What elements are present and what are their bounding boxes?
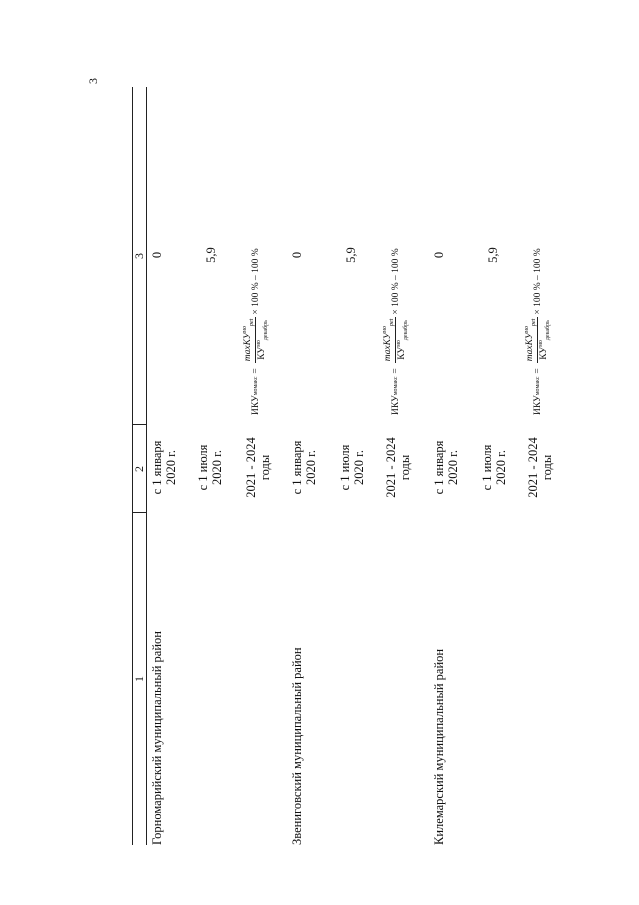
page-number: 3: [86, 78, 100, 84]
value-cell: 0: [432, 251, 446, 259]
value-cell: 5,9: [344, 247, 358, 263]
value-cell: 5,9: [486, 247, 500, 263]
period-cell: с 1 июля 2020 г.: [338, 444, 366, 491]
formula-fraction: maxКУ$^{мо}_{реt}$ $КУ^{мо}_{декабрь}$: [382, 318, 410, 362]
period-cell: с 1 января 2020 г.: [290, 440, 318, 495]
value-cell: 5,9: [204, 247, 218, 263]
header-col-1: 1: [132, 676, 146, 682]
formula-fraction: maxКУ$^{мо}_{реt}$ $КУ^{мо}_{декабрь}$: [242, 318, 270, 362]
period-cell: с 1 января 2020 г.: [432, 440, 460, 495]
formula: ИКУ мо макс = maxКУ$^{мо}_{реt}$ $КУ^{мо}_{декабрь}$ × 100 % – 100 %: [524, 248, 552, 415]
period-cell: с 1 июля 2020 г.: [480, 444, 508, 491]
value-cell: 0: [290, 251, 304, 259]
header-col-3: 3: [132, 253, 146, 259]
period-cell: 2021 - 2024 годы: [526, 437, 554, 498]
period-cell: 2021 - 2024 годы: [384, 437, 412, 498]
tariff-table: [132, 87, 582, 845]
formula: ИКУ мо макс = maxКУ$^{мо}_{реt}$ $КУ^{мо}_{декабрь}$ × 100 % – 100 %: [382, 248, 410, 415]
district-name: Килемарский муниципальный район: [432, 648, 446, 845]
period-cell: 2021 - 2024 годы: [244, 437, 272, 498]
district-name: Звениговский муниципальный район: [290, 647, 304, 845]
formula: ИКУ мо макс = maxКУ$^{мо}_{реt}$ $КУ^{мо}_{декабрь}$ × 100 % – 100 %: [242, 248, 270, 415]
period-cell: с 1 июля 2020 г.: [196, 444, 224, 491]
value-cell: 0: [150, 251, 164, 259]
district-name: Горномарийский муниципальный район: [150, 631, 164, 845]
formula-fraction: maxКУ$^{мо}_{реt}$ $КУ^{мо}_{декабрь}$: [524, 318, 552, 362]
header-col-2: 2: [132, 466, 146, 472]
period-cell: с 1 января 2020 г.: [150, 440, 178, 495]
